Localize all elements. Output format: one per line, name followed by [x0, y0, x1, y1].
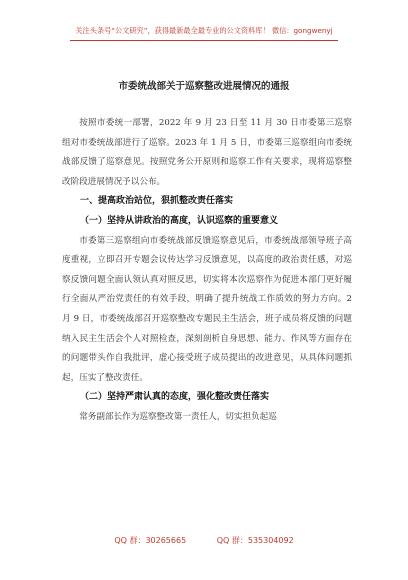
footer-contact [0, 535, 408, 546]
header-banner: 关注头条号“公文研究”，获得最新最全最专业的公文资料库！ 微信：gongwenyj [75, 26, 333, 35]
document-title: 市委统战部关于巡察整改进展情况的通报 [118, 81, 290, 92]
footer-qq-group-2: QQ 群：535304092 [216, 536, 294, 545]
subsection-heading-1: （一）坚持从讲政治的高度，认识巡察的重要意义 [80, 215, 279, 226]
document-body [62, 114, 352, 428]
section-heading-1: 一、提高政治站位，狠抓整改责任落实 [80, 196, 234, 207]
header-divider [70, 40, 338, 41]
subsection-1-paragraph: 市委第三巡察组向市委统战部反馈巡察意见后，市委统战部领导班子高度重视，立即召开专题会议传达学习反馈意见，以高度的政治责任感，对巡察反馈问题全面认领认真对照反思，切实将本次巡察作为促进本部门更好履行全面从严治党责任的有效手段，明确了提升统战工作质效的努力方向。2 月 9 日，市委统战部召开巡察整改专题民主生活会，班子成员将反馈的问题纳入民主生活会个人对照检查，深刻剖析自身思想、能力、作风等方面存在的问题带头作自我批评，虚心接受班子成员提出的改进意见，从具体问题抓起，压实了整改责任。 [62, 235, 352, 383]
intro-paragraph: 按照市委统一部署，2022 年 9 月 23 日至 11 月 30 日市委第三巡察组对市委统战部进行了巡察。2023 年 1 月 5 日，市委第三巡察组向市委统战部反馈了巡察意见。按照党务公开原则和巡察工作有关要求，现将巡察整改阶段进展情况予以公布。 [62, 118, 352, 187]
subsection-heading-2: （二）坚持严肃认真的态度，强化整改责任落实 [80, 392, 270, 403]
footer-qq-group-1: QQ 群：30265665 [114, 536, 187, 545]
subsection-2-paragraph: 常务副部长作为巡察整改第一责任人，切实担负起巡 [79, 411, 277, 422]
